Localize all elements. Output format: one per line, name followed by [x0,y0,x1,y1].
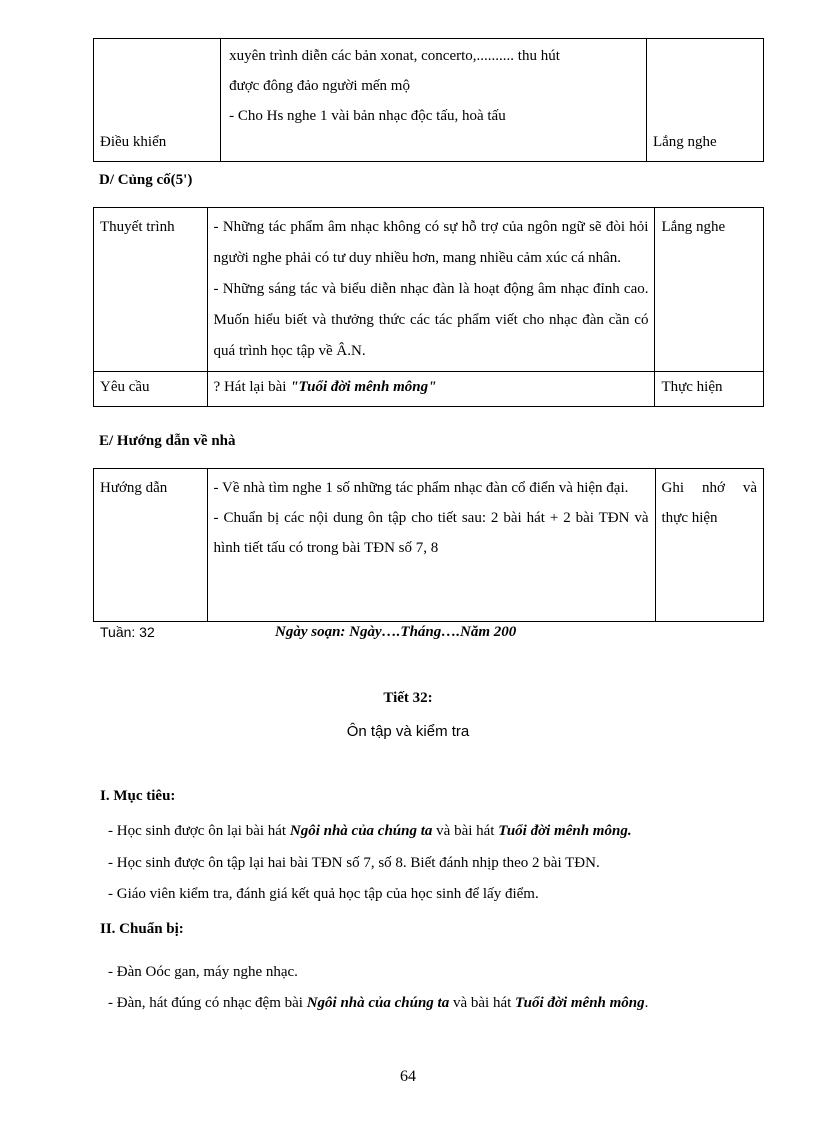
song-title: Tuổi đời mênh mông [515,995,645,1011]
section-heading-preparation: II. Chuẩn bị: [100,921,184,937]
role-label: Yêu cầu [100,379,150,395]
page-number: 64 [400,1068,416,1085]
prep-date: Ngày soạn: Ngày….Tháng….Năm 200 [275,624,517,640]
role-label: Điều khiển [100,134,167,150]
table-cell-student [655,469,763,622]
song-title: Ngôi nhà của chúng ta [289,823,433,839]
song-title: Tuổi đời mênh mông. [498,823,632,839]
week-label: Tuần: 32 [100,624,155,640]
table-cell-student [646,39,763,162]
content-paragraph: - Những sáng tác và biểu diễn nhạc đàn là hoạt động âm nhạc đỉnh cao. Muốn hiểu biết và thưởng thức các tác phẩm viết cho nhạc đàn cần có quá trình học tập về Â.N. [213,281,649,359]
lesson-title: Ôn tập và kiểm tra [346,723,470,740]
table-homework [93,468,764,622]
table-cell-role [94,372,208,407]
table-cell-role [94,208,208,372]
table-cell-content [207,208,655,372]
student-activity: Ghi nhớ và thực hiện [661,480,757,526]
content-line: xuyên trình diễn các bản xonat, concerto,.......... thu hút [229,48,560,64]
table-cell-student [655,372,764,407]
section-heading-d: D/ Củng cố(5') [99,172,193,188]
song-title: "Tuổi đời mênh mông" [290,379,437,395]
content-paragraph: - Chuẩn bị các nội dung ôn tập cho tiết sau: 2 bài hát + 2 bài TĐN và hình tiết tấu có trong bài TĐN số 7, 8 [213,510,649,556]
preparation-item: - Đàn Oóc gan, máy nghe nhạc. [108,964,298,980]
role-label: Hướng dẫn [100,480,168,496]
table-cell-content [207,372,655,407]
student-activity: Lắng nghe [661,219,726,235]
table-cell-content [221,39,647,162]
content-paragraph: - Về nhà tìm nghe 1 số những tác phẩm nhạc đàn cổ điển và hiện đại. [213,480,629,496]
content-text: ? Hát lại bài [213,379,291,395]
preparation-item: - Đàn, hát đúng có nhạc đệm bài Ngôi nhà của chúng ta và bài hát Tuổi đời mênh mông. [108,995,649,1011]
table-continued [93,38,764,162]
table-cell-content [207,469,655,622]
student-activity: Thực hiện [661,379,723,395]
objective-item: - Giáo viên kiểm tra, đánh giá kết quả học tập của học sinh để lấy điểm. [108,886,539,902]
table-cell-role [94,39,221,162]
section-heading-objectives: I. Mục tiêu: [100,788,176,804]
table-cell-role [94,469,208,622]
table-cell-student [655,208,764,372]
content-paragraph: - Những tác phẩm âm nhạc không có sự hỗ trợ của ngôn ngữ sẽ đòi hỏi người nghe phải có tư duy nhiều hơn, mang nhiều cảm xúc cá nhân. [213,219,649,266]
objective-item: - Học sinh được ôn tập lại hai bài TĐN số 7, số 8. Biết đánh nhịp theo 2 bài TĐN. [108,855,600,871]
lesson-number: Tiết 32: [383,690,433,706]
section-heading-e: E/ Hướng dẫn về nhà [99,433,236,449]
song-title: Ngôi nhà của chúng ta [306,995,450,1011]
role-label: Thuyết trình [100,219,175,235]
student-activity: Lắng nghe [652,134,717,150]
content-line: được đông đảo người mến mộ [229,78,410,94]
table-consolidation [93,207,764,407]
objective-item: - Học sinh được ôn lại bài hát Ngôi nhà của chúng ta và bài hát Tuổi đời mênh mông. [108,823,632,839]
content-line: - Cho Hs nghe 1 vài bản nhạc độc tấu, hoà tấu [229,108,506,124]
